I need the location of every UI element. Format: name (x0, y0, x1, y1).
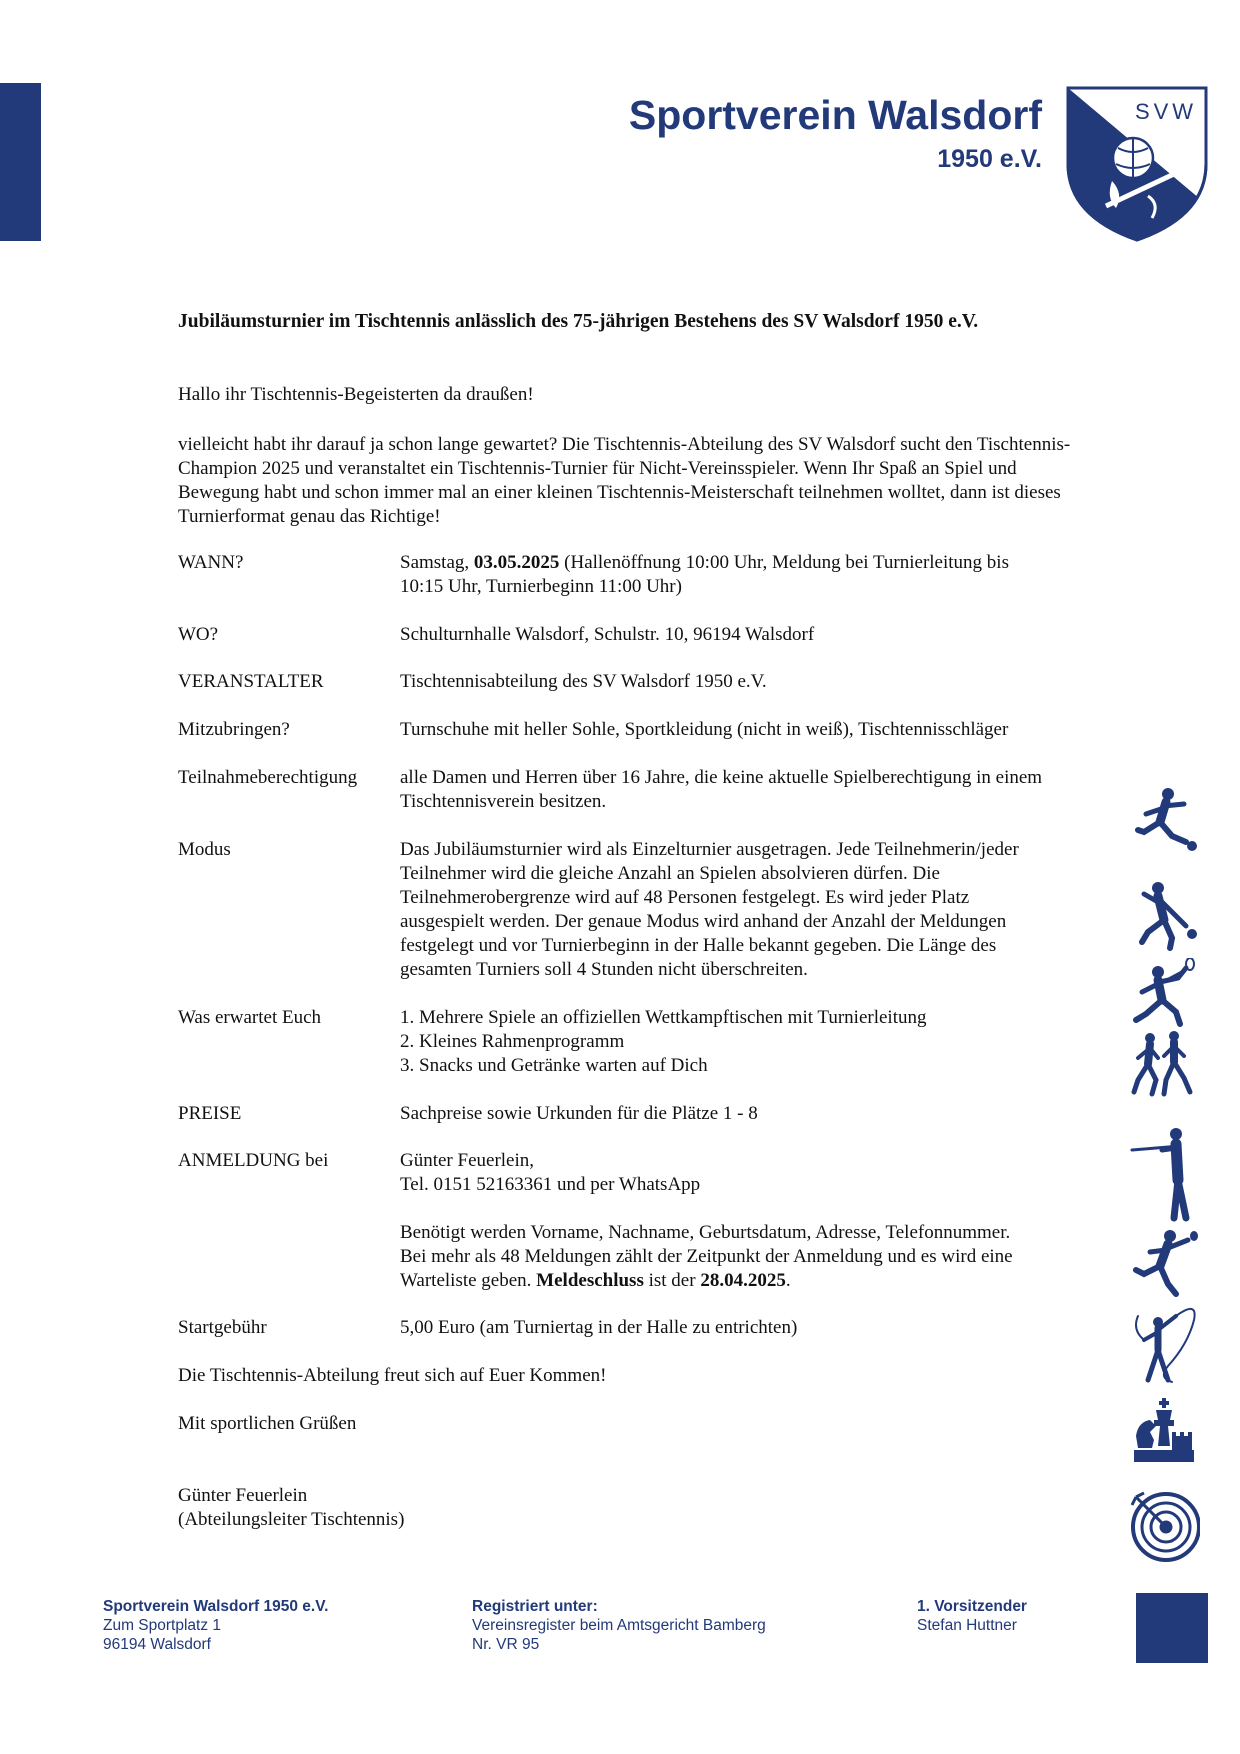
detail-label: Mitzubringen? (178, 719, 290, 740)
deadline-date: 28.04.2025 (700, 1270, 786, 1291)
event-date: 03.05.2025 (473, 552, 560, 573)
gymnast-ribbon-icon (1128, 1300, 1200, 1384)
footer-heading: 1. Vorsitzender (917, 1598, 1027, 1615)
club-name: Sportverein Walsdorf (628, 92, 1042, 138)
footer-accent-box (1136, 1593, 1208, 1663)
detail-label: VERANSTALTER (178, 671, 324, 692)
club-year: 1950 e.V. (937, 145, 1042, 173)
footer-line: Zum Sportplatz 1 (103, 1617, 222, 1634)
signature-name: Günter Feuerlein (178, 1485, 308, 1506)
badminton-player-icon (1128, 958, 1200, 1030)
table-tennis-player-icon (1128, 1226, 1200, 1298)
deadline-mid: ist der (643, 1270, 701, 1291)
detail-value: 5,00 Euro (am Turniertag in der Halle zu entrichten) (400, 1317, 798, 1338)
football-player-icon (1128, 784, 1200, 856)
detail-value (400, 551, 1110, 599)
footer-line: Vereinsregister beim Amtsgericht Bamberg (472, 1617, 766, 1634)
shooter-icon (1128, 1124, 1200, 1224)
value-line: Warteliste geben. (400, 1270, 537, 1291)
deadline-label: Meldeschluss (536, 1270, 644, 1291)
footer-chairman (917, 1597, 1027, 1635)
detail-value (400, 1149, 1110, 1293)
contact-phone: Tel. 0151 52163361 und per WhatsApp (400, 1174, 701, 1195)
document-title: Jubiläumsturnier im Tischtennis anlässlich des 75-jährigen Bestehens des SV Walsdorf 1950 e.V. (178, 311, 979, 332)
left-accent-bar (0, 83, 41, 241)
wann-rest: (Hallenöffnung 10:00 Uhr, Meldung bei Turnierleitung bis (559, 552, 1009, 573)
detail-label: Was erwartet Euch (178, 1007, 322, 1028)
value-line: Tischtennisverein besitzen. (400, 791, 607, 812)
value-line: ausgespielt werden. Der genaue Modus wird anhand der Anzahl der Meldungen (400, 911, 1007, 932)
list-item: 1. Mehrere Spiele an offiziellen Wettkampftischen mit Turnierleitung (400, 1007, 927, 1028)
detail-label: PREISE (178, 1103, 242, 1124)
list-item: 2. Kleines Rahmenprogramm (400, 1031, 625, 1052)
contact-name: Günter Feuerlein, (400, 1150, 535, 1171)
archery-target-icon (1128, 1487, 1200, 1563)
closing-line: Die Tischtennis-Abteilung freut sich auf Euer Kommen! (178, 1365, 607, 1386)
crest-letters: SVW (1134, 99, 1198, 124)
detail-value: Schulturnhalle Walsdorf, Schulstr. 10, 96194 Walsdorf (400, 624, 815, 645)
intro-paragraph (178, 433, 1168, 529)
detail-label: Modus (178, 839, 231, 860)
detail-value: Sachpreise sowie Urkunden für die Plätze 1 - 8 (400, 1103, 758, 1124)
list-item: 3. Snacks und Getränke warten auf Dich (400, 1055, 708, 1076)
footer-heading: Registriert unter: (472, 1598, 598, 1615)
value-line: Teilnehmerobergrenze wird auf 48 Personen festgelegt. Es wird jeder Platz (400, 887, 970, 908)
deadline-suffix: . (785, 1270, 791, 1291)
value-line: alle Damen und Herren über 16 Jahre, die keine aktuelle Spielberechtigung in einem (400, 767, 1043, 788)
value-line: Teilnehmer wird die gleiche Anzahl an Spielen absolvieren dürfen. Die (400, 863, 940, 884)
detail-label: Teilnahmeberechtigung (178, 767, 358, 788)
signature-role: (Abteilungsleiter Tischtennis) (178, 1509, 405, 1530)
detail-label: Startgebühr (178, 1317, 267, 1338)
runners-icon (1128, 1030, 1200, 1102)
detail-label: WO? (178, 624, 219, 645)
greeting: Hallo ihr Tischtennis-Begeisterten da draußen! (178, 384, 534, 405)
footer-club-address (103, 1597, 328, 1654)
detail-label: WANN? (178, 552, 244, 573)
detail-label: ANMELDUNG bei (178, 1150, 329, 1171)
wann-line2: 10:15 Uhr, Turnierbeginn 11:00 Uhr) (400, 576, 682, 597)
detail-value: Turnschuhe mit heller Sohle, Sportkleidung (nicht in weiß), Tischtennisschläger (400, 719, 1009, 740)
footer-line: Nr. VR 95 (472, 1636, 540, 1653)
detail-value (400, 838, 1110, 982)
club-crest-logo (1066, 86, 1208, 242)
intro-line: vielleicht habt ihr darauf ja schon lange gewartet? Die Tischtennis-Abteilung des SV Walsdorf sucht den Tischtennis- (178, 434, 1071, 455)
value-line: Benötigt werden Vorname, Nachname, Geburtsdatum, Adresse, Telefonnummer. (400, 1222, 1011, 1243)
detail-value (400, 1006, 1110, 1078)
signature (178, 1484, 1168, 1532)
value-line: Bei mehr als 48 Meldungen zählt der Zeitpunkt der Anmeldung und es wird eine (400, 1246, 1013, 1267)
wann-prefix: Samstag, (400, 552, 474, 573)
footer-heading: Sportverein Walsdorf 1950 e.V. (103, 1598, 329, 1615)
footer-line: 96194 Walsdorf (103, 1636, 211, 1653)
tennis-player-icon (1128, 880, 1200, 952)
chess-icon (1128, 1396, 1200, 1468)
value-line: festgelegt und vor Turnierbeginn in der Halle bekannt gegeben. Die Länge des (400, 935, 997, 956)
detail-value: Tischtennisabteilung des SV Walsdorf 1950 e.V. (400, 671, 767, 692)
footer-registration (472, 1597, 766, 1654)
intro-line: Champion 2025 und veranstaltet ein Tischtennis-Turnier für Nicht-Vereinsspieler. Wenn Ihr Spaß an Spiel und (178, 458, 1017, 479)
value-line: gesamten Turniers soll 4 Stunden nicht überschreiten. (400, 959, 808, 980)
intro-line: Bewegung habt und schon immer mal an einer kleinen Tischtennis-Meisterschaft teilnehmen wolltet, dann ist dieses (178, 482, 1061, 503)
regards-line: Mit sportlichen Grüßen (178, 1413, 357, 1434)
footer-line: Stefan Huttner (917, 1617, 1017, 1634)
value-line: Das Jubiläumsturnier wird als Einzelturnier ausgetragen. Jede Teilnehmerin/jeder (400, 839, 1019, 860)
intro-line: Turnierformat genau das Richtige! (178, 506, 441, 527)
detail-value (400, 766, 1110, 814)
